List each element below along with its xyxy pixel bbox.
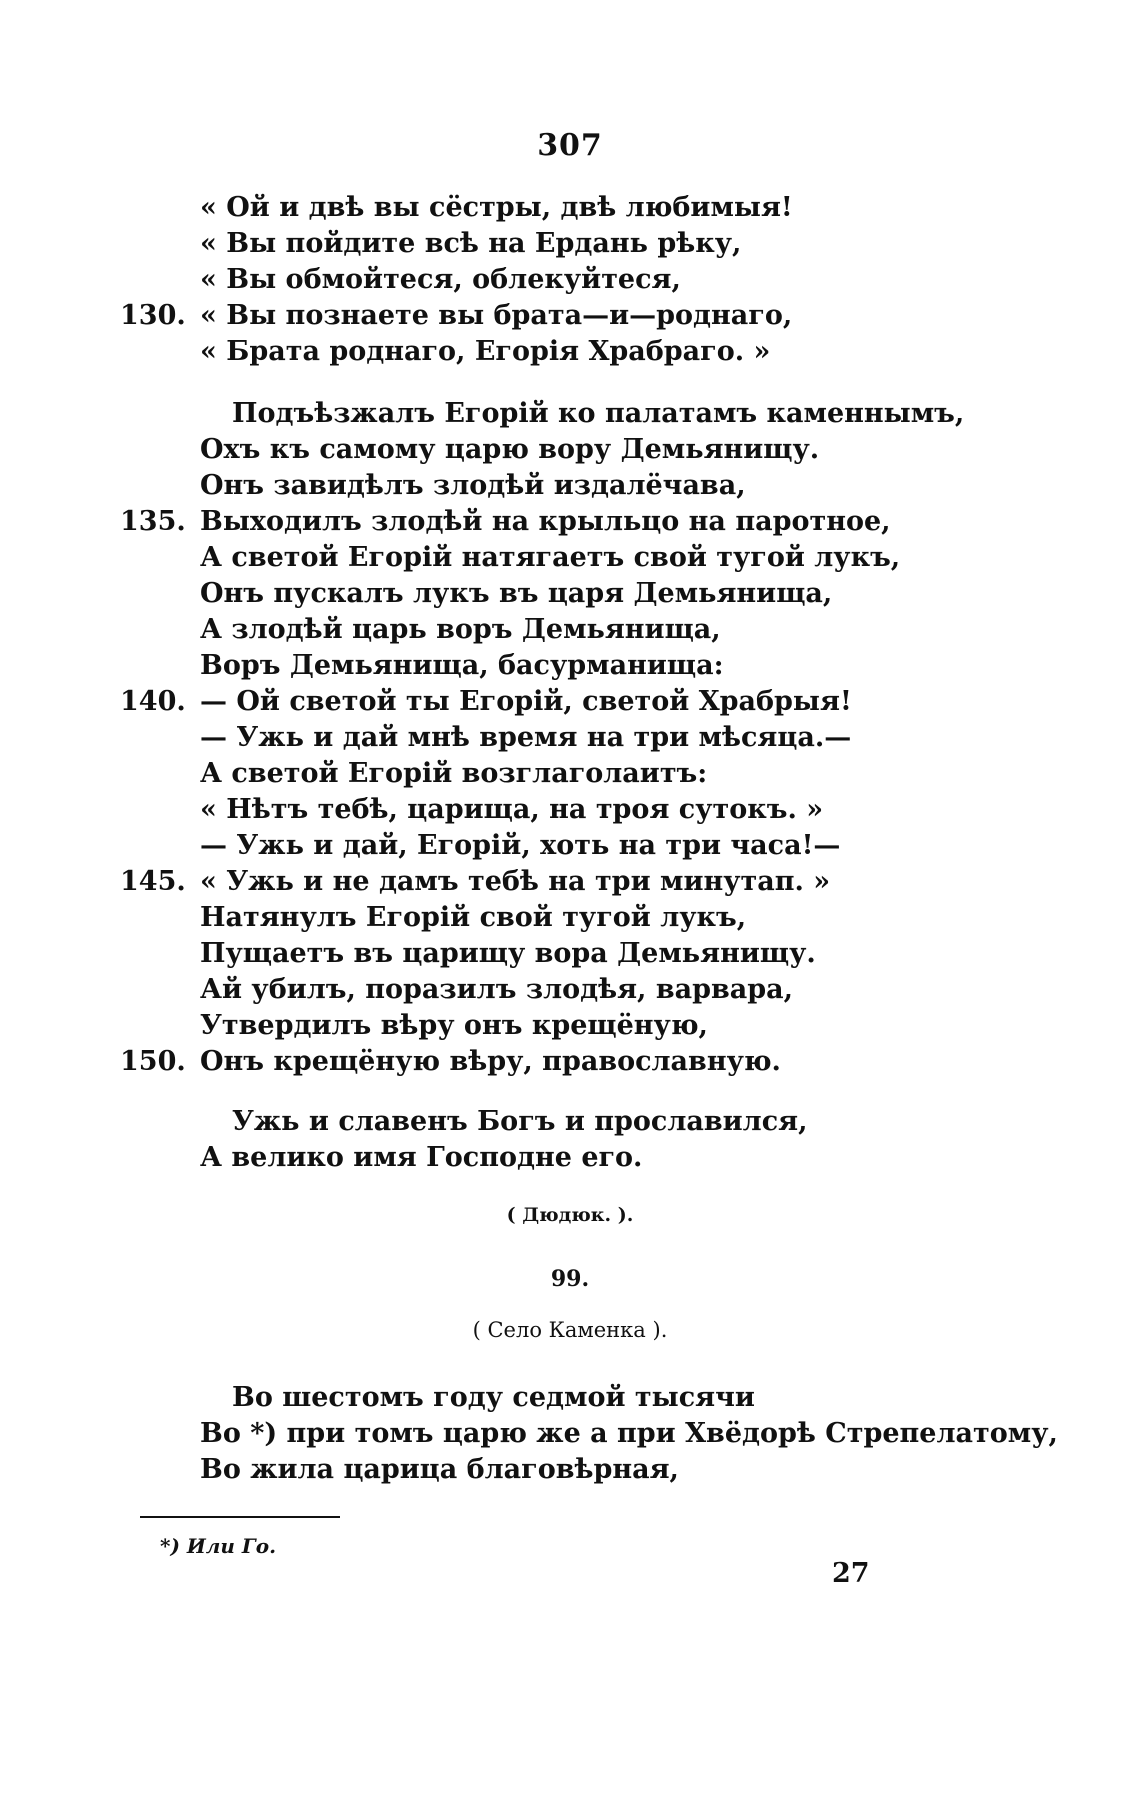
verse-line — [0, 972, 1140, 1008]
verse-text: « Вы познаете вы брата—и—роднаго, — [200, 300, 793, 331]
verse-line — [0, 828, 1140, 864]
verse-text: А злодѣй царь воръ Демьянища, — [200, 614, 721, 645]
verse-line — [0, 298, 1140, 334]
verse-line — [0, 1008, 1140, 1044]
verse-text: А велико имя Господне его. — [200, 1142, 643, 1173]
verse-text: Во *) при томъ царю же а при Хвёдорѣ Стрепелатому, — [200, 1418, 1058, 1449]
verse-text: Онъ крещёную вѣру, православную. — [200, 1046, 781, 1077]
stanza-2 — [0, 396, 1140, 1080]
verse-text: Онъ завидѣлъ злодѣй издалёчава, — [200, 470, 746, 501]
footnote-divider — [140, 1516, 340, 1518]
stanza-1 — [0, 190, 1140, 370]
verse-text: Подъѣзжалъ Егорій ко палатамъ каменнымъ, — [232, 398, 965, 429]
verse-text: Во жила царица благовѣрная, — [200, 1454, 679, 1485]
page-number: 307 — [537, 128, 603, 163]
verse-text: Ужь и славенъ Богъ и прославился, — [232, 1106, 808, 1137]
verse-text: « Нѣтъ тебѣ, царища, на троя сутокъ. » — [200, 794, 824, 825]
verse-line — [0, 334, 1140, 370]
line-number: 135. — [120, 506, 186, 537]
verse-text: Воръ Демьянища, басурманища: — [200, 650, 724, 681]
verse-line — [0, 432, 1140, 468]
verse-line — [0, 1140, 1140, 1176]
verse-line — [0, 504, 1140, 540]
verse-line — [0, 540, 1140, 576]
verse-text: Утвердилъ вѣру онъ крещёную, — [200, 1010, 708, 1041]
verse-line — [0, 936, 1140, 972]
footnote: *) Или Го. — [160, 1534, 277, 1558]
verse-line — [0, 468, 1140, 504]
verse-text: « Вы обмойтеся, облекуйтеся, — [200, 264, 681, 295]
location-heading: ( Село Каменка ). — [472, 1318, 668, 1342]
verse-text: — Ужь и дай мнѣ время на три мѣсяца.— — [200, 722, 852, 753]
verse-line — [0, 864, 1140, 900]
verse-line — [0, 684, 1140, 720]
verse-line — [0, 1044, 1140, 1080]
verse-line — [0, 396, 1140, 432]
stanza-3 — [0, 1104, 1140, 1176]
line-number: 140. — [120, 686, 186, 717]
verse-text: Во шестомъ году седмой тысячи — [232, 1382, 755, 1413]
line-number: 145. — [120, 866, 186, 897]
verse-line — [0, 262, 1140, 298]
verse-text: Выходилъ злодѣй на крыльцо на паротное, — [200, 506, 891, 537]
line-number: 130. — [120, 300, 186, 331]
printer-signature: 27 — [832, 1558, 870, 1589]
verse-line — [0, 1416, 1140, 1452]
verse-text: Ай убилъ, поразилъ злодѣя, варвара, — [200, 974, 793, 1005]
verse-line — [0, 226, 1140, 262]
source-note: ( Дюдюк. ). — [506, 1204, 634, 1226]
verse-line — [0, 1380, 1140, 1416]
verse-text: А светой Егорій возглаголаитъ: — [200, 758, 708, 789]
verse-line — [0, 720, 1140, 756]
line-number: 150. — [120, 1046, 186, 1077]
verse-line — [0, 792, 1140, 828]
verse-text: « Ужь и не дамъ тебѣ на три минутап. » — [200, 866, 831, 897]
verse-line — [0, 612, 1140, 648]
stanza-4 — [0, 1380, 1140, 1488]
verse-text: « Брата роднаго, Егорія Храбраго. » — [200, 336, 771, 367]
verse-text: Охъ къ самому царю вору Демьянищу. — [200, 434, 820, 465]
verse-line — [0, 900, 1140, 936]
verse-text: Натянулъ Егорій свой тугой лукъ, — [200, 902, 747, 933]
verse-text: Онъ пускалъ лукъ въ царя Демьянища, — [200, 578, 833, 609]
verse-line — [0, 756, 1140, 792]
verse-text: — Ой светой ты Егорій, светой Храбрыя! — [200, 686, 852, 717]
verse-line — [0, 190, 1140, 226]
verse-line — [0, 1452, 1140, 1488]
verse-line — [0, 576, 1140, 612]
verse-text: « Вы пойдите всѣ на Ердань рѣку, — [200, 228, 742, 259]
verse-text: А светой Егорій натягаетъ свой тугой лукъ, — [200, 542, 901, 573]
verse-line — [0, 1104, 1140, 1140]
verse-text: — Ужь и дай, Егорій, хоть на три часа!— — [200, 830, 841, 861]
verse-line — [0, 648, 1140, 684]
song-number: 99. — [550, 1266, 590, 1292]
verse-text: « Ой и двѣ вы сёстры, двѣ любимыя! — [200, 192, 793, 223]
verse-text: Пущаетъ въ царищу вора Демьянищу. — [200, 938, 816, 969]
